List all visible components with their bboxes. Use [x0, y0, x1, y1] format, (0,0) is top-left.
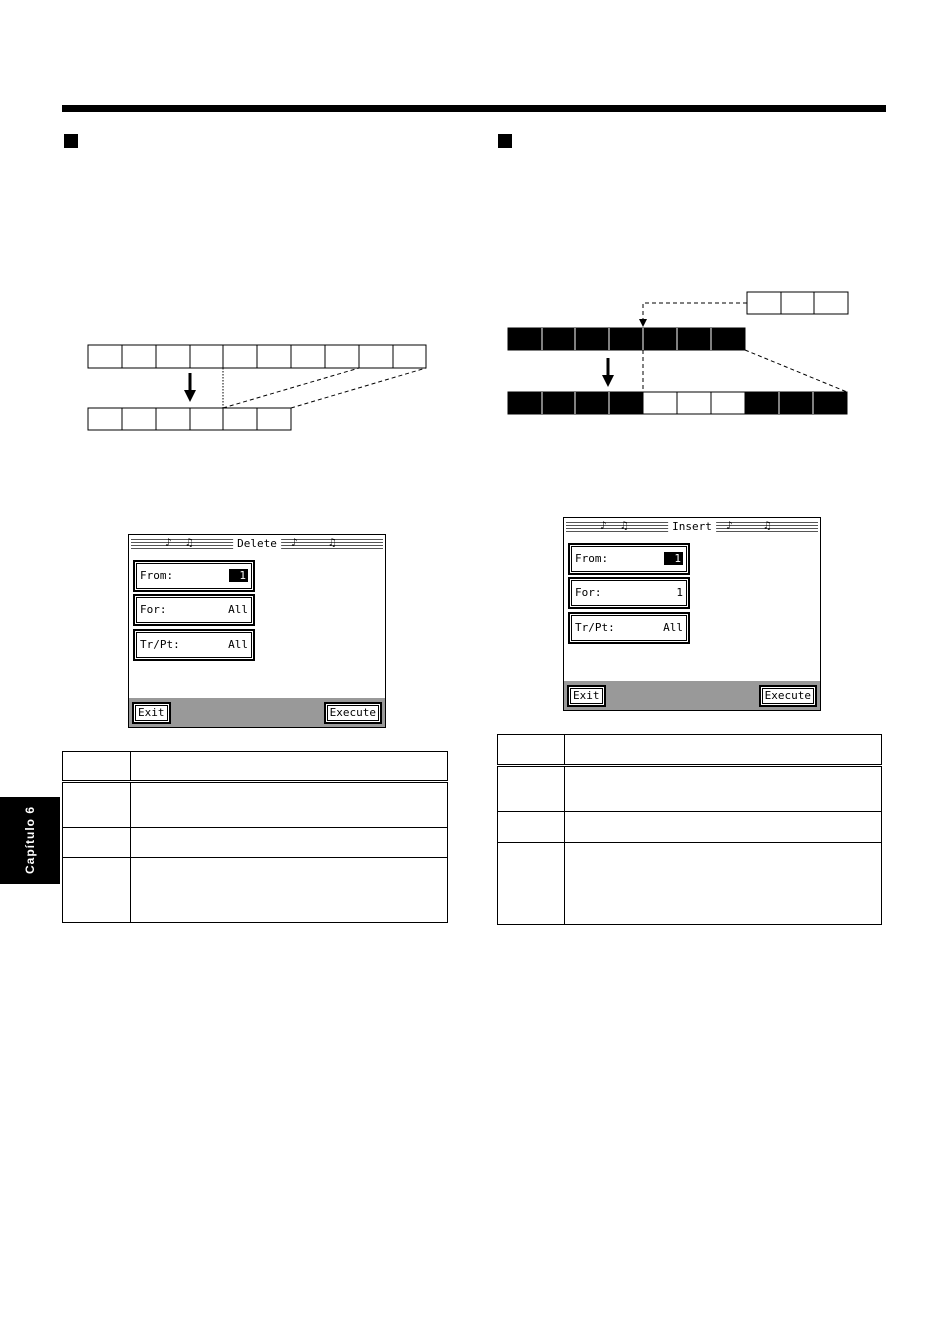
table-cell: [131, 782, 448, 828]
execute-button[interactable]: Execute: [324, 702, 382, 724]
table-cell: [565, 766, 882, 812]
insert-parameter-table: [497, 734, 882, 925]
table-row: [63, 828, 448, 858]
music-note-icon: ♪: [726, 519, 733, 532]
delete-from-value: 1: [229, 569, 248, 582]
table-row: [63, 858, 448, 923]
delete-title-bar: [131, 537, 383, 551]
delete-track-part-value: All: [228, 638, 248, 651]
insert-source-row: [508, 328, 745, 350]
chapter-tab-label: Capítulo 6: [23, 805, 37, 875]
exit-button[interactable]: Exit: [567, 685, 606, 707]
delete-track-part-field[interactable]: Tr/Pt: All: [133, 629, 255, 661]
table-header-row: [63, 752, 448, 782]
table-cell: [131, 752, 448, 782]
insert-track-part-value: All: [663, 621, 683, 634]
table-cell: [498, 766, 565, 812]
music-note-icon: ♫: [764, 519, 771, 532]
table-cell: [498, 735, 565, 766]
music-note-icon: ♫: [329, 536, 336, 549]
insert-from-field[interactable]: From: 1: [568, 543, 690, 575]
insert-for-value: 1: [676, 586, 683, 599]
table-row: [63, 782, 448, 828]
table-header-row: [498, 735, 882, 766]
execute-button[interactable]: Execute: [759, 685, 817, 707]
insert-screen: [563, 517, 821, 711]
delete-footer-bar: [129, 698, 385, 727]
table-cell: [131, 828, 448, 858]
table-cell: [498, 812, 565, 843]
delete-for-field[interactable]: For: All: [133, 594, 255, 626]
insert-title-bar: [566, 520, 818, 534]
table-cell: [498, 843, 565, 925]
table-row: [498, 812, 882, 843]
insert-new-blocks: [747, 292, 848, 314]
table-row: [498, 766, 882, 812]
insert-track-part-field[interactable]: Tr/Pt: All: [568, 612, 690, 644]
delete-screen: [128, 534, 386, 728]
insert-pointer-arrow-icon: [639, 319, 647, 327]
exit-button[interactable]: Exit: [132, 702, 171, 724]
table-cell: [565, 843, 882, 925]
delete-parameter-table: [62, 751, 448, 923]
table-row: [498, 843, 882, 925]
music-note-icon: ♪: [165, 536, 172, 549]
delete-from-field[interactable]: From: 1: [133, 560, 255, 592]
table-cell: [131, 858, 448, 923]
delete-screen-title: Delete: [233, 537, 281, 551]
table-cell: [565, 812, 882, 843]
music-note-icon: ♪: [600, 519, 607, 532]
table-cell: [63, 828, 131, 858]
music-note-icon: ♫: [186, 536, 193, 549]
insert-footer-bar: [564, 681, 820, 710]
insert-from-value: 1: [664, 552, 683, 565]
music-note-icon: ♪: [291, 536, 298, 549]
delete-for-value: All: [228, 603, 248, 616]
insert-down-arrow-icon: [602, 358, 614, 387]
table-cell: [63, 782, 131, 828]
table-cell: [63, 752, 131, 782]
table-cell: [63, 858, 131, 923]
insert-for-field[interactable]: For: 1: [568, 577, 690, 609]
insert-result-row: [508, 392, 847, 414]
table-cell: [565, 735, 882, 766]
music-note-icon: ♫: [621, 519, 628, 532]
insert-screen-title: Insert: [668, 520, 716, 534]
